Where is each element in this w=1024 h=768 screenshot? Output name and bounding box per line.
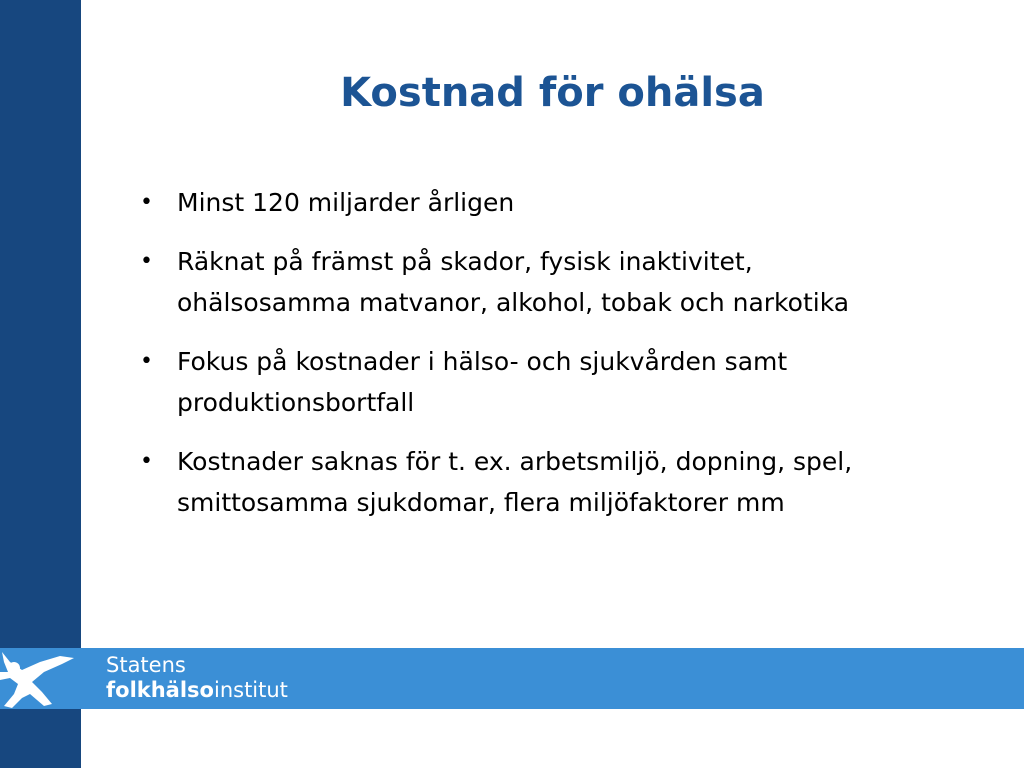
bullet-item — [140, 441, 920, 523]
logo-text-statens: Statens — [106, 653, 186, 677]
bullet-dot-icon: • — [140, 190, 153, 215]
jumping-figure-logo-icon — [0, 648, 80, 709]
slide-title: Kostnad för ohälsa — [340, 70, 765, 116]
logo-text-bold-part: folkhälso — [106, 678, 214, 702]
bullet-text: Kostnader saknas för t. ex. arbetsmiljö, dopning, spel, smittosamma sjukdomar, flera miljöfaktorer mm — [177, 447, 853, 517]
bullet-item — [140, 182, 920, 223]
logo-text-folkhalsoinstitut — [106, 678, 288, 702]
bullet-dot-icon: • — [140, 349, 153, 374]
bullet-text: Minst 120 miljarder årligen — [177, 188, 515, 217]
bullet-item — [140, 341, 920, 423]
bullet-item — [140, 241, 920, 323]
logo-text-rest-part: institut — [213, 678, 288, 702]
bullet-text: Räknat på främst på skador, fysisk inaktivitet, ohälsosamma matvanor, alkohol, tobak och narkotika — [177, 247, 850, 317]
bullet-list — [140, 182, 920, 541]
bullet-text: Fokus på kostnader i hälso- och sjukvården samt produktionsbortfall — [177, 347, 788, 417]
bullet-dot-icon: • — [140, 449, 153, 474]
bullet-dot-icon: • — [140, 249, 153, 274]
